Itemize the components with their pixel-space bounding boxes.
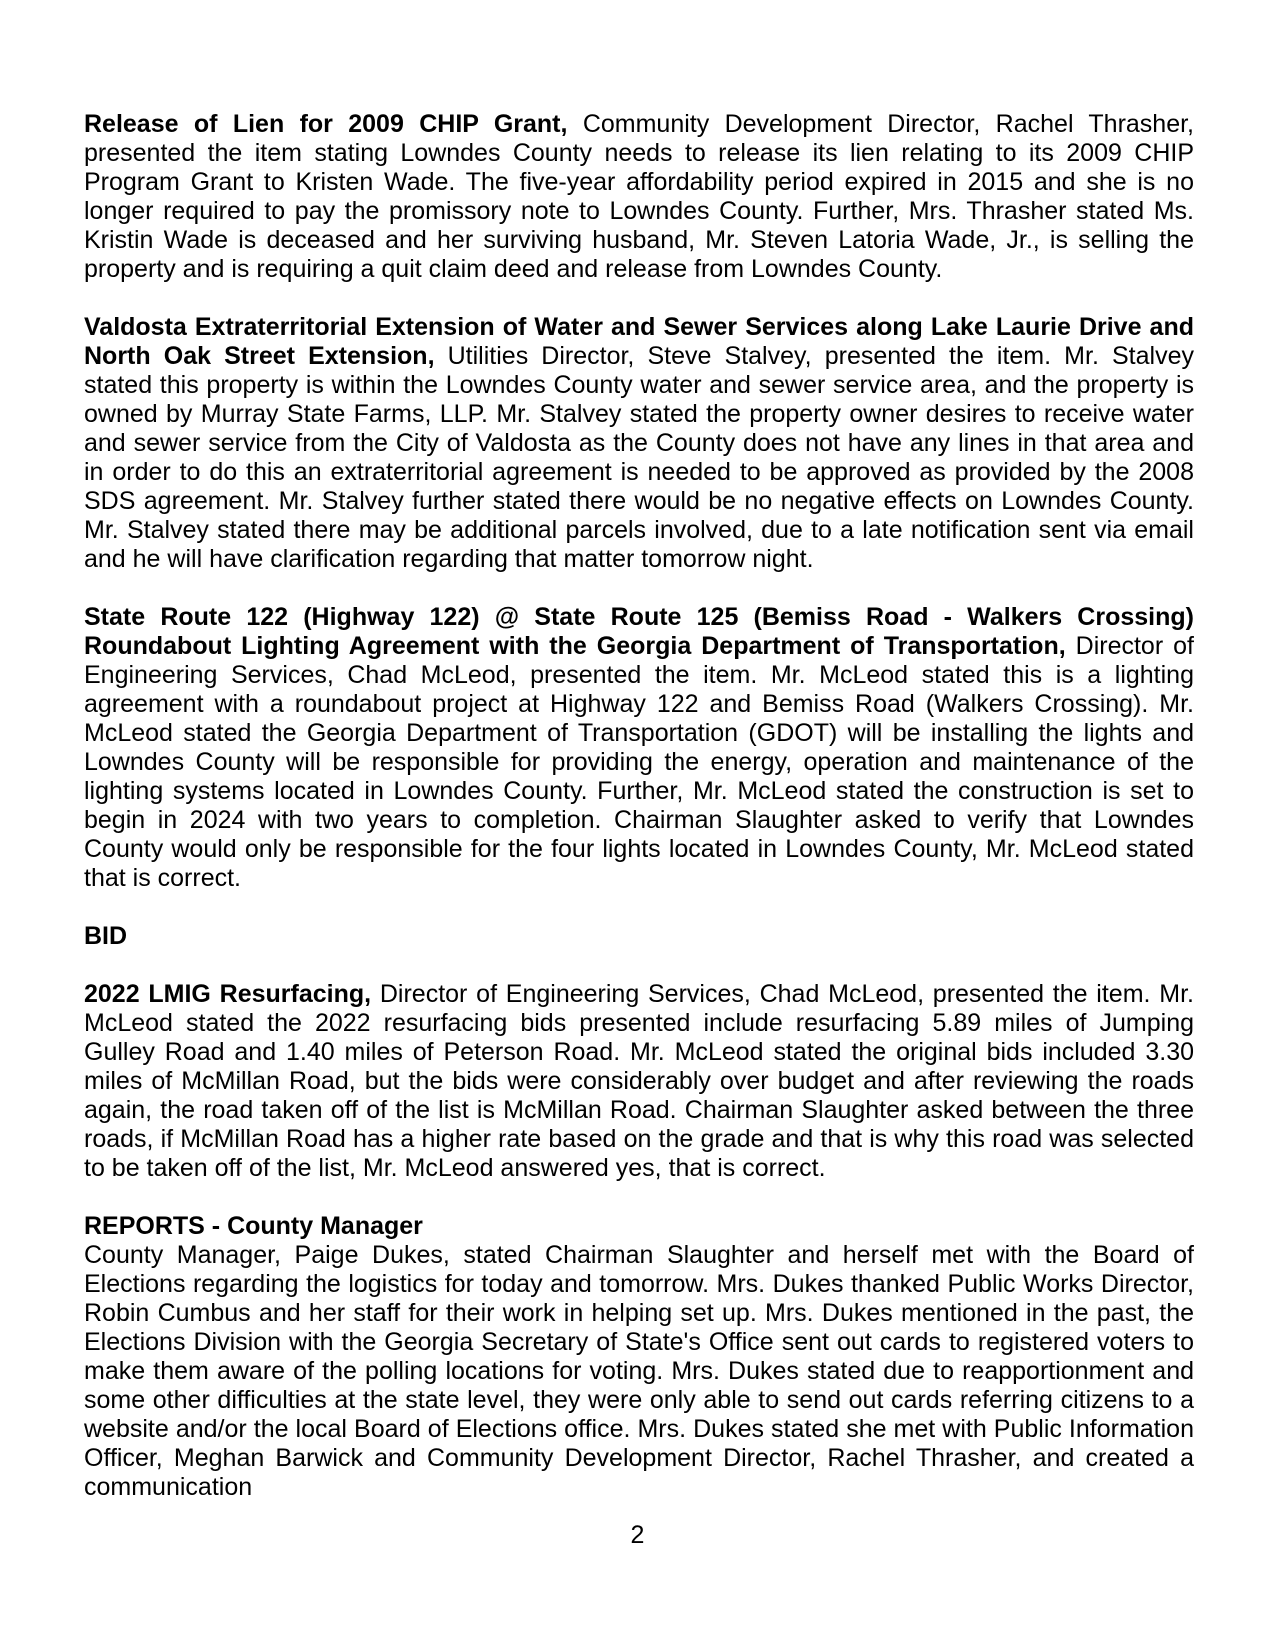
page-content xyxy=(84,110,1194,1531)
paragraph-county-manager-report xyxy=(84,1241,1194,1502)
page-number: 2 xyxy=(630,1521,645,1549)
heading-reports-county-manager: REPORTS - County Manager xyxy=(84,1212,423,1240)
paragraph-release-of-lien xyxy=(84,110,1194,284)
paragraph-lead: 2022 LMIG Resurfacing, xyxy=(84,980,372,1008)
paragraph-text: Director of Engineering Services, Chad McLeod, presented the item. Mr. McLeod stated the 2022 resurfacing bids presented include resurfacing 5.89 miles of Jumping Gulley Road and 1.40 miles of Peterson Road. Mr. McLeod stated the original bids included 3.30 miles of McMillan Road, but the bids were considerably over budget and after reviewing the roads again, the road taken off of the list is McMillan Road. Chairman Slaughter asked between the three roads, if McMillan Road has a higher rate based on the grade and that is why this road was selected to be taken off of the list, Mr. McLeod answered yes, that is correct. xyxy=(84,980,1194,1182)
paragraph-valdosta-extension xyxy=(84,313,1194,574)
paragraph-lead: Release of Lien for 2009 CHIP Grant, xyxy=(84,110,568,138)
paragraph-text: Utilities Director, Steve Stalvey, presented the item. Mr. Stalvey stated this property is within the Lowndes County water and sewer service area, and the property is owned by Murray State Farms, LLP. Mr. Stalvey stated the property owner desires to receive water and sewer service from the City of Valdosta as the County does not have any lines in that area and in order to do this an extraterritorial agreement is needed to be approved as provided by the 2008 SDS agreement. Mr. Stalvey further stated there would be no negative effects on Lowndes County. Mr. Stalvey stated there may be additional parcels involved, due to a late notification sent via email and he will have clarification regarding that matter tomorrow night. xyxy=(84,342,1194,573)
paragraph-roundabout-lighting xyxy=(84,603,1194,893)
paragraph-text: Director of Engineering Services, Chad McLeod, presented the item. Mr. McLeod stated this is a lighting agreement with a roundabout project at Highway 122 and Bemiss Road (Walkers Crossing). Mr. McLeod stated the Georgia Department of Transportation (GDOT) will be installing the lights and Lowndes County will be responsible for providing the energy, operation and maintenance of the lighting systems located in Lowndes County. Further, Mr. McLeod stated the construction is set to begin in 2024 with two years to completion. Chairman Slaughter asked to verify that Lowndes County would only be responsible for the four lights located in Lowndes County, Mr. McLeod stated that is correct. xyxy=(84,632,1194,892)
heading-bid: BID xyxy=(84,922,128,950)
paragraph-lead: State Route 122 (Highway 122) @ State Route 125 (Bemiss Road - Walkers Crossing) Roundabout Lighting Agreement with the Georgia Department of Transportation, xyxy=(84,603,1194,660)
paragraph-2022-lmig-resurfacing xyxy=(84,980,1194,1183)
paragraph-lead: Valdosta Extraterritorial Extension of Water and Sewer Services along Lake Laurie Drive and North Oak Street Extension, xyxy=(84,313,1194,370)
paragraph-text: Community Development Director, Rachel Thrasher, presented the item stating Lowndes County needs to release its lien relating to its 2009 CHIP Program Grant to Kristen Wade. The five-year affordability period expired in 2015 and she is no longer required to pay the promissory note to Lowndes County. Further, Mrs. Thrasher stated Ms. Kristin Wade is deceased and her surviving husband, Mr. Steven Latoria Wade, Jr., is selling the property and is requiring a quit claim deed and release from Lowndes County. xyxy=(84,110,1194,283)
paragraph-text: County Manager, Paige Dukes, stated Chairman Slaughter and herself met with the Board of Elections regarding the logistics for today and tomorrow. Mrs. Dukes thanked Public Works Director, Robin Cumbus and her staff for their work in helping set up. Mrs. Dukes mentioned in the past, the Elections Division with the Georgia Secretary of State's Office sent out cards to registered voters to make them aware of the polling locations for voting. Mrs. Dukes stated due to reapportionment and some other difficulties at the state level, they were only able to send out cards referring citizens to a website and/or the local Board of Elections office. Mrs. Dukes stated she met with Public Information Officer, Meghan Barwick and Community Development Director, Rachel Thrasher, and created a communication xyxy=(84,1241,1194,1501)
